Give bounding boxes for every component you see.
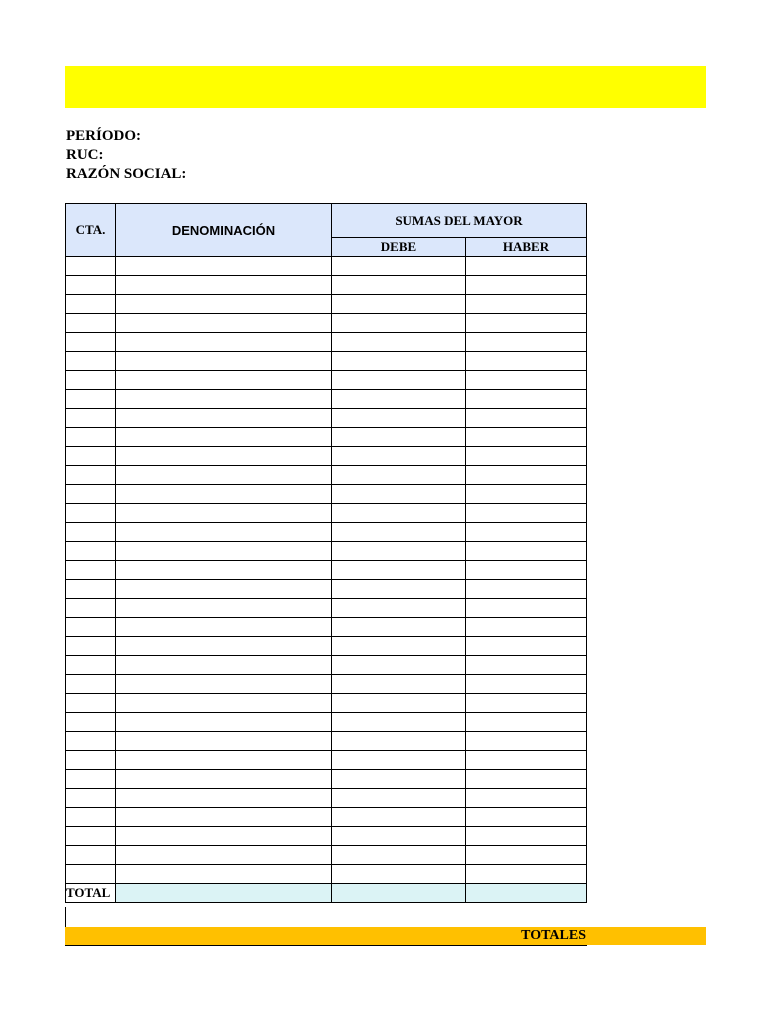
table-row bbox=[66, 770, 587, 789]
haber-cell[interactable] bbox=[466, 675, 587, 694]
cta-cell[interactable] bbox=[66, 371, 116, 390]
haber-cell[interactable] bbox=[466, 846, 587, 865]
cta-cell[interactable] bbox=[66, 295, 116, 314]
razon-social-label: RAZÓN SOCIAL: bbox=[66, 166, 187, 182]
cta-cell[interactable] bbox=[66, 618, 116, 637]
haber-cell[interactable] bbox=[466, 314, 587, 333]
table-row bbox=[66, 466, 587, 485]
table-row bbox=[66, 827, 587, 846]
cta-cell[interactable] bbox=[66, 846, 116, 865]
debe-cell[interactable] bbox=[332, 675, 466, 694]
denominacion-cell[interactable] bbox=[116, 390, 332, 409]
haber-cell[interactable] bbox=[466, 523, 587, 542]
periodo-line bbox=[66, 128, 145, 145]
haber-cell[interactable] bbox=[466, 466, 587, 485]
ruc-label: RUC: bbox=[66, 147, 104, 163]
cta-cell[interactable] bbox=[66, 694, 116, 713]
table-row bbox=[66, 865, 587, 884]
cta-cell[interactable] bbox=[66, 333, 116, 352]
denominacion-cell[interactable] bbox=[116, 732, 332, 751]
haber-cell[interactable] bbox=[466, 770, 587, 789]
denominacion-cell[interactable] bbox=[116, 504, 332, 523]
debe-cell[interactable] bbox=[332, 580, 466, 599]
table-row bbox=[66, 732, 587, 751]
denominacion-cell[interactable] bbox=[116, 447, 332, 466]
haber-cell[interactable] bbox=[466, 580, 587, 599]
debe-cell[interactable] bbox=[332, 333, 466, 352]
denominacion-cell[interactable] bbox=[116, 751, 332, 770]
cta-cell[interactable] bbox=[66, 580, 116, 599]
totales-label: TOTALES bbox=[521, 928, 586, 943]
table-row bbox=[66, 846, 587, 865]
column-header-cta: CTA. bbox=[66, 204, 116, 257]
denominacion-cell[interactable] bbox=[116, 713, 332, 732]
debe-cell[interactable] bbox=[332, 713, 466, 732]
haber-cell[interactable] bbox=[466, 694, 587, 713]
table-row bbox=[66, 352, 587, 371]
debe-cell[interactable] bbox=[332, 542, 466, 561]
cta-cell[interactable] bbox=[66, 770, 116, 789]
column-header-debe: DEBE bbox=[332, 238, 466, 257]
denominacion-cell[interactable] bbox=[116, 485, 332, 504]
debe-cell[interactable] bbox=[332, 599, 466, 618]
cta-cell[interactable] bbox=[66, 466, 116, 485]
debe-cell[interactable] bbox=[332, 732, 466, 751]
table-row bbox=[66, 333, 587, 352]
cta-cell[interactable] bbox=[66, 675, 116, 694]
table-row bbox=[66, 257, 587, 276]
debe-cell[interactable] bbox=[332, 352, 466, 371]
debe-cell[interactable] bbox=[332, 504, 466, 523]
table-row bbox=[66, 675, 587, 694]
table-row bbox=[66, 656, 587, 675]
denominacion-cell[interactable] bbox=[116, 542, 332, 561]
table-row bbox=[66, 409, 587, 428]
cta-cell[interactable] bbox=[66, 656, 116, 675]
debe-cell[interactable] bbox=[332, 371, 466, 390]
debe-cell[interactable] bbox=[332, 523, 466, 542]
haber-cell[interactable] bbox=[466, 504, 587, 523]
debe-cell[interactable] bbox=[332, 618, 466, 637]
title-bar bbox=[65, 66, 706, 108]
denominacion-cell[interactable] bbox=[116, 257, 332, 276]
debe-cell[interactable] bbox=[332, 447, 466, 466]
denominacion-cell[interactable] bbox=[116, 827, 332, 846]
table-row bbox=[66, 371, 587, 390]
denominacion-cell[interactable] bbox=[116, 846, 332, 865]
debe-cell[interactable] bbox=[332, 409, 466, 428]
total-row bbox=[66, 884, 587, 903]
debe-cell[interactable] bbox=[332, 637, 466, 656]
denominacion-cell[interactable] bbox=[116, 637, 332, 656]
haber-cell[interactable] bbox=[466, 485, 587, 504]
cta-cell[interactable] bbox=[66, 789, 116, 808]
cta-cell[interactable] bbox=[66, 447, 116, 466]
debe-cell[interactable] bbox=[332, 485, 466, 504]
total-label: TOTAL bbox=[66, 884, 116, 903]
denominacion-cell[interactable] bbox=[116, 295, 332, 314]
table-row bbox=[66, 618, 587, 637]
cta-cell[interactable] bbox=[66, 732, 116, 751]
debe-cell[interactable] bbox=[332, 314, 466, 333]
denominacion-cell[interactable] bbox=[116, 808, 332, 827]
haber-cell[interactable] bbox=[466, 732, 587, 751]
cta-cell[interactable] bbox=[66, 751, 116, 770]
table-row bbox=[66, 314, 587, 333]
haber-cell[interactable] bbox=[466, 656, 587, 675]
table-row bbox=[66, 580, 587, 599]
haber-cell[interactable] bbox=[466, 447, 587, 466]
denominacion-cell[interactable] bbox=[116, 352, 332, 371]
table-row bbox=[66, 428, 587, 447]
cta-cell[interactable] bbox=[66, 713, 116, 732]
debe-cell[interactable] bbox=[332, 789, 466, 808]
debe-cell[interactable] bbox=[332, 428, 466, 447]
haber-cell[interactable] bbox=[466, 865, 587, 884]
table-row bbox=[66, 599, 587, 618]
cta-cell[interactable] bbox=[66, 865, 116, 884]
denominacion-cell[interactable] bbox=[116, 580, 332, 599]
haber-cell[interactable] bbox=[466, 257, 587, 276]
haber-cell[interactable] bbox=[466, 713, 587, 732]
table-row bbox=[66, 808, 587, 827]
debe-cell[interactable] bbox=[332, 561, 466, 580]
haber-cell[interactable] bbox=[466, 599, 587, 618]
cta-cell[interactable] bbox=[66, 276, 116, 295]
ruc-line bbox=[66, 147, 108, 164]
column-header-haber: HABER bbox=[466, 238, 587, 257]
table-row bbox=[66, 751, 587, 770]
denominacion-cell[interactable] bbox=[116, 428, 332, 447]
cta-cell[interactable] bbox=[66, 827, 116, 846]
ledger-body bbox=[66, 257, 587, 884]
table-row bbox=[66, 542, 587, 561]
debe-cell[interactable] bbox=[332, 827, 466, 846]
debe-cell[interactable] bbox=[332, 390, 466, 409]
denominacion-cell[interactable] bbox=[116, 466, 332, 485]
denominacion-cell[interactable] bbox=[116, 599, 332, 618]
column-group-sumas-del-mayor: SUMAS DEL MAYOR bbox=[332, 204, 587, 238]
table-row bbox=[66, 295, 587, 314]
cta-cell[interactable] bbox=[66, 257, 116, 276]
table-row bbox=[66, 637, 587, 656]
cta-cell[interactable] bbox=[66, 314, 116, 333]
table-row bbox=[66, 485, 587, 504]
haber-cell[interactable] bbox=[466, 561, 587, 580]
haber-cell[interactable] bbox=[466, 637, 587, 656]
total-debe-cell[interactable] bbox=[332, 884, 466, 903]
table-row bbox=[66, 504, 587, 523]
haber-cell[interactable] bbox=[466, 276, 587, 295]
denominacion-cell[interactable] bbox=[116, 675, 332, 694]
column-header-denominacion: DENOMINACIÓN bbox=[116, 204, 332, 257]
cta-cell[interactable] bbox=[66, 599, 116, 618]
debe-cell[interactable] bbox=[332, 865, 466, 884]
haber-cell[interactable] bbox=[466, 409, 587, 428]
haber-cell[interactable] bbox=[466, 542, 587, 561]
cta-cell[interactable] bbox=[66, 808, 116, 827]
debe-cell[interactable] bbox=[332, 656, 466, 675]
denominacion-cell[interactable] bbox=[116, 371, 332, 390]
table-row bbox=[66, 561, 587, 580]
cta-cell[interactable] bbox=[66, 409, 116, 428]
denominacion-cell[interactable] bbox=[116, 561, 332, 580]
debe-cell[interactable] bbox=[332, 295, 466, 314]
totales-bar bbox=[65, 927, 706, 945]
cta-cell[interactable] bbox=[66, 504, 116, 523]
haber-cell[interactable] bbox=[466, 390, 587, 409]
bottom-border-line bbox=[65, 945, 587, 946]
razon-social-line bbox=[66, 166, 190, 183]
total-haber-cell[interactable] bbox=[466, 884, 587, 903]
ledger-table bbox=[65, 203, 587, 903]
cta-cell[interactable] bbox=[66, 352, 116, 371]
haber-cell[interactable] bbox=[466, 618, 587, 637]
debe-cell[interactable] bbox=[332, 257, 466, 276]
table-row bbox=[66, 390, 587, 409]
debe-cell[interactable] bbox=[332, 751, 466, 770]
denominacion-cell[interactable] bbox=[116, 770, 332, 789]
table-row bbox=[66, 447, 587, 466]
cta-cell[interactable] bbox=[66, 428, 116, 447]
debe-cell[interactable] bbox=[332, 694, 466, 713]
table-row bbox=[66, 789, 587, 808]
table-row bbox=[66, 694, 587, 713]
haber-cell[interactable] bbox=[466, 428, 587, 447]
denominacion-cell[interactable] bbox=[116, 409, 332, 428]
denominacion-cell[interactable] bbox=[116, 618, 332, 637]
haber-cell[interactable] bbox=[466, 371, 587, 390]
haber-cell[interactable] bbox=[466, 352, 587, 371]
denominacion-cell[interactable] bbox=[116, 865, 332, 884]
cta-cell[interactable] bbox=[66, 542, 116, 561]
cta-cell[interactable] bbox=[66, 390, 116, 409]
table-row bbox=[66, 523, 587, 542]
haber-cell[interactable] bbox=[466, 751, 587, 770]
haber-cell[interactable] bbox=[466, 808, 587, 827]
haber-cell[interactable] bbox=[466, 295, 587, 314]
cta-cell[interactable] bbox=[66, 523, 116, 542]
cta-cell[interactable] bbox=[66, 485, 116, 504]
denominacion-cell[interactable] bbox=[116, 789, 332, 808]
total-denominacion-cell[interactable] bbox=[116, 884, 332, 903]
cta-cell[interactable] bbox=[66, 561, 116, 580]
haber-cell[interactable] bbox=[466, 827, 587, 846]
denominacion-cell[interactable] bbox=[116, 314, 332, 333]
debe-cell[interactable] bbox=[332, 808, 466, 827]
debe-cell[interactable] bbox=[332, 770, 466, 789]
denominacion-cell[interactable] bbox=[116, 276, 332, 295]
debe-cell[interactable] bbox=[332, 466, 466, 485]
cta-cell[interactable] bbox=[66, 637, 116, 656]
haber-cell[interactable] bbox=[466, 333, 587, 352]
denominacion-cell[interactable] bbox=[116, 523, 332, 542]
periodo-label: PERÍODO: bbox=[66, 128, 141, 144]
denominacion-cell[interactable] bbox=[116, 333, 332, 352]
table-row bbox=[66, 713, 587, 732]
debe-cell[interactable] bbox=[332, 846, 466, 865]
debe-cell[interactable] bbox=[332, 276, 466, 295]
denominacion-cell[interactable] bbox=[116, 656, 332, 675]
table-row bbox=[66, 276, 587, 295]
denominacion-cell[interactable] bbox=[116, 694, 332, 713]
haber-cell[interactable] bbox=[466, 789, 587, 808]
